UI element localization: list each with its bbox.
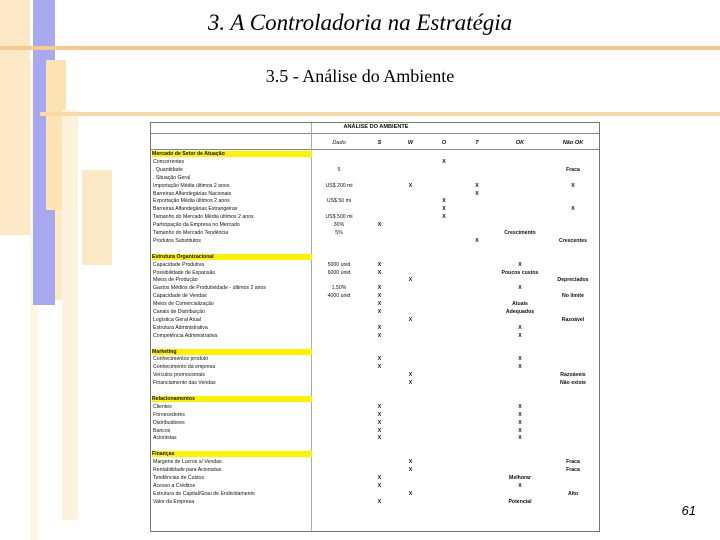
row-label: Veículos promocionais [153,372,205,379]
row-label: Possibilidade de Expansão [153,269,216,276]
cell-d: 5 [337,166,341,173]
page-number: 61 [681,503,696,518]
cell-ok: X [518,482,522,489]
cell-d: US$ 500 mi [325,214,353,221]
row-label: Bancos [153,427,171,434]
cell-o: X [442,158,446,165]
row-label: Meios de Comercialização [153,301,214,308]
table-row [151,238,600,245]
cell-d: 1,50% [331,285,347,292]
table-row [151,198,600,205]
row-label: Participação da Empresa no Mercado [153,222,240,229]
cell-t: X [475,190,479,197]
row-label: Valor da Empresa [153,498,195,505]
table-row [151,333,600,340]
cell-s: X [377,356,382,363]
cell-w: X [408,459,413,466]
cell-ok: X [518,261,522,268]
cell-w: X [408,380,413,387]
table-row [151,412,600,419]
cell-d: 4000 unid [327,293,351,300]
row-label: Exportação Média últimos 2 anos [153,198,230,205]
table-row [151,159,600,166]
cell-ok: X [518,411,522,418]
table-row [151,175,600,182]
cell-t: X [475,182,479,189]
cell-w: X [408,277,413,284]
cell-s: X [377,403,382,410]
cell-ok: Poucos custos [501,269,539,276]
cell-no: Alto [567,490,579,497]
cell-s: X [377,498,382,505]
section-label: Mercado de Setor de Atuação [152,151,312,157]
column-header-dado: Dado [332,140,346,146]
row-label: Capacidade Produtiva [153,261,205,268]
cell-no: Fraca [566,166,580,173]
section-header-row [151,396,600,403]
cell-w: X [408,490,413,497]
cell-s: X [377,427,382,434]
cell-o: X [442,198,446,205]
table-row [151,270,600,277]
table-row [151,317,600,324]
cell-ok: X [518,364,522,371]
cell-o: X [442,214,446,221]
table-row [151,293,600,300]
row-label: Capacidade de Vendas [153,293,207,300]
row-label: Financiamento das Vendas [153,380,216,387]
cell-s: X [377,364,382,371]
cell-ok: Potencial [508,498,532,505]
cell-no: Depreciados [557,277,589,284]
decor-line [40,112,720,116]
table-row [151,214,600,221]
cell-no: Fraca [566,459,580,466]
cell-s: X [377,419,382,426]
cell-s: X [377,301,382,308]
row-label: Competência Administrativa [153,332,218,339]
table-row [151,380,600,387]
row-label: Gastos Médios de Produtividade - últimos 2 anos [153,285,267,292]
table-row [151,467,600,474]
column-header-t: T [475,140,479,146]
cell-w: X [408,467,413,473]
decor-line [0,46,720,50]
row-label: Conhecimento da empresa [153,364,216,371]
cell-no: Razoáveis [560,372,586,379]
cell-t: X [475,237,479,244]
table-row [151,301,600,308]
table-row [151,206,600,213]
spacer-row [151,341,600,348]
spacer-row [151,443,600,450]
section-label: Finanças [152,451,312,457]
cell-no: Crescentes [559,237,587,244]
row-label: Canais de Distribuição [153,309,205,315]
table-row [151,372,600,379]
cell-ok: X [518,356,522,363]
section-header-row [151,151,600,158]
row-label: Importação Média últimos 2 anos [153,182,230,189]
table-row [151,459,600,466]
cell-no: X [571,182,575,189]
column-header-ok: OK [515,140,525,146]
cell-s: X [377,293,382,300]
section-label: Marketing [152,349,312,355]
row-label: Barreiras Alfandegárias Nacionais [153,190,232,197]
section-header-row [151,451,600,458]
section-header-row [151,349,600,356]
row-label: Tamanho do Mercado Média últimos 2 anos [153,214,254,221]
cell-d: 6000 unid [327,269,351,276]
cell-ok: X [518,403,522,410]
table-row [151,435,600,442]
cell-s: X [377,482,382,489]
row-label: Distribuidores [153,419,185,426]
cell-no: Fraca [566,467,580,473]
cell-s: X [377,261,382,268]
row-label: Tendências de Custos [153,474,205,481]
cell-w: X [408,316,413,323]
cell-ok: X [518,285,522,292]
cell-w: X [408,182,413,189]
cell-s: X [377,324,382,331]
row-label: Acesso a Créditos [153,482,196,489]
table-row [151,356,600,363]
table-row [151,309,600,316]
cell-ok: X [518,435,522,442]
table-row [151,277,600,284]
row-label: Barreiras Alfandegárias Estrangeiras [153,206,238,213]
cell-s: X [377,411,382,418]
table-row [151,483,600,490]
environment-analysis-table [150,122,600,532]
cell-ok: X [518,427,522,434]
row-label: Produtos Substitutos [153,237,201,244]
column-header-s: S [377,140,382,146]
cell-ok: Crescimento [504,230,536,236]
column-header-o: O [441,140,447,146]
table-row [151,491,600,498]
table-row [151,499,600,506]
cell-d: 30% [333,222,345,229]
table-rule [151,133,600,134]
table-row [151,404,600,411]
row-label: . Quantidade [153,166,183,173]
row-label: Logística Geral Atual [153,316,201,323]
spacer-row [151,246,600,253]
cell-ok: X [518,332,522,339]
row-label: Estrutura de Capital/Grau de Endividamento [153,490,255,497]
table-rule [151,149,600,150]
row-label: Tamanho do Mercado Tendência [153,230,229,236]
table-row [151,428,600,435]
row-label: . Situação Geral [153,174,191,181]
row-label: Conhecimentos produto [153,356,209,363]
cell-d: 5000 unid [327,261,351,268]
table-row [151,364,600,371]
row-label: Estrutura Administrativa [153,324,208,331]
column-header-w: W [407,140,414,146]
table-row [151,230,600,237]
cell-d: US$ 50 mi [326,198,352,205]
column-header-nao-ok: Não OK [562,140,584,146]
row-label: Concorrentes [153,158,185,165]
section-label: Estrutura Organizacional [152,254,312,260]
cell-w: X [408,372,413,379]
row-label: Fornecedores [153,411,186,418]
cell-s: X [377,332,382,339]
cell-s: X [377,269,382,276]
cell-s: X [377,435,382,442]
row-label: Meios de Produção [153,277,198,284]
cell-ok: X [518,324,522,331]
row-label: Acionistas [153,435,177,442]
cell-s: X [377,309,382,315]
cell-ok: X [518,419,522,426]
cell-s: X [377,222,382,229]
table-row [151,285,600,292]
section-label: Relacionamentos [152,396,312,402]
cell-s: X [377,285,382,292]
section-header-row [151,254,600,261]
cell-d: US$ 200 mi [325,182,353,189]
cell-d: 5% [335,230,343,236]
page-title: 3. A Controladoria na Estratégia [207,10,513,35]
cell-ok: Atuais [512,301,528,308]
cell-no: Não existe [560,380,586,387]
table-row [151,325,600,332]
cell-no: Razoável [561,316,585,323]
spacer-row [151,388,600,395]
table-row [151,183,600,190]
cell-no: X [571,206,575,213]
table-title: ANÁLISE DO AMBIENTE [343,124,409,130]
table-row [151,222,600,229]
row-label: Margens de Lucros s/ Vendas [153,459,222,466]
table-row [151,191,600,198]
cell-o: X [442,206,446,213]
table-row [151,475,600,482]
row-label: Rentabilidade para Acionistas [153,467,222,473]
cell-ok: Melhorar [509,474,531,481]
cell-s: X [377,474,382,481]
table-row [151,420,600,427]
decor-block [82,170,112,265]
table-row [151,262,600,269]
cell-ok: Adequados [505,309,535,315]
cell-no: No limite [562,293,584,300]
row-label: Clientes [153,403,172,410]
table-row [151,167,600,174]
decor-block [62,110,78,520]
page-subtitle: 3.5 - Análise do Ambiente [265,66,455,86]
